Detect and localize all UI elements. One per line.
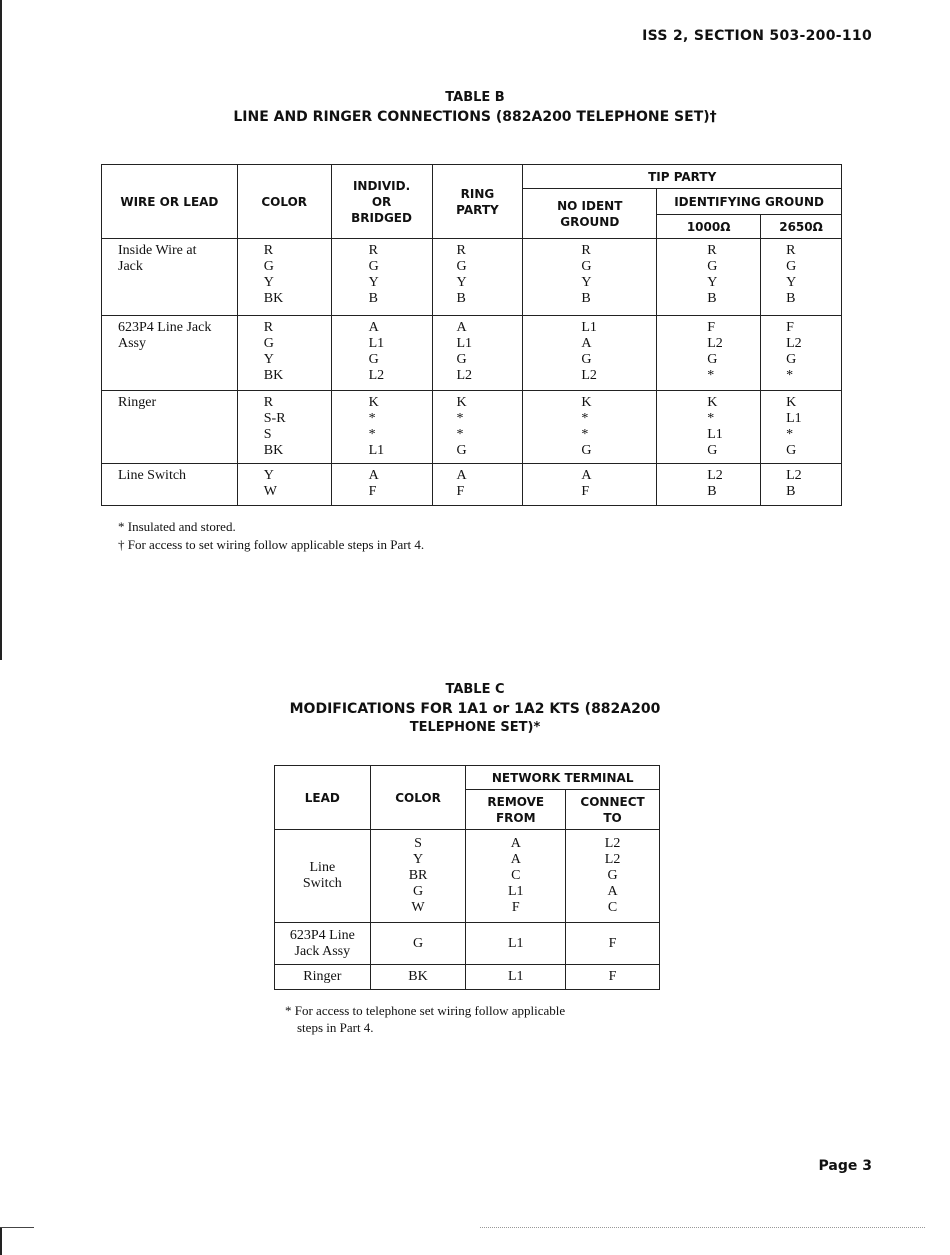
header-individ-l2: OR	[371, 194, 392, 209]
lead-cell-value: 623P4 Line	[289, 927, 355, 943]
no-ident-cell-value: B	[581, 291, 591, 306]
header-ring-party	[432, 165, 523, 239]
remove-from-cell-value: A	[510, 852, 521, 867]
color-cell-value: Y	[263, 468, 274, 483]
color-cell-value: R	[263, 395, 274, 410]
table-row	[102, 464, 842, 506]
no-ident-cell-value: G	[581, 259, 592, 274]
color-cell-value: S-R	[263, 411, 286, 426]
lead-cell-value: Switch	[302, 876, 342, 891]
individ-cell	[331, 391, 432, 464]
lead-cell	[275, 965, 371, 990]
no-ident-cell	[523, 316, 657, 391]
individ-cell	[331, 316, 432, 391]
lead-cell	[275, 830, 371, 923]
connect-to-cell-value: F	[608, 969, 617, 984]
table-b-title: TABLE B	[445, 90, 505, 105]
ohm-1000-cell-value: K	[707, 395, 718, 410]
table-b	[101, 164, 842, 506]
ring-party-cell-value: L1	[456, 336, 473, 351]
table-row	[102, 391, 842, 464]
header-1000-ohm: 1000Ω	[657, 215, 761, 239]
individ-cell-value: *	[368, 411, 376, 426]
no-ident-cell-value: *	[581, 427, 589, 442]
ohm-2650-cell-value: G	[786, 443, 797, 458]
header-noident-l2: GROUND	[560, 214, 620, 229]
no-ident-cell	[523, 239, 657, 316]
color-cell	[370, 830, 466, 923]
header-ring-l2: PARTY	[456, 202, 499, 217]
ohm-1000-cell	[657, 391, 761, 464]
ohm-1000-cell-value: F	[707, 320, 715, 335]
ohm-1000-cell-value: B	[707, 484, 717, 499]
ohm-2650-cell	[761, 464, 842, 506]
remove-from-cell-value: C	[511, 868, 521, 883]
no-ident-cell-value: Y	[581, 275, 592, 290]
ohm-1000-cell-value: G	[707, 352, 718, 367]
ohm-1000-cell-value: L1	[707, 427, 723, 442]
table-row	[275, 965, 660, 990]
header-no-ident-ground	[523, 189, 657, 239]
ohm-1000-cell-value: G	[707, 443, 718, 458]
individ-cell-value: A	[368, 468, 379, 483]
remove-from-cell	[466, 965, 566, 990]
color-cell-value: R	[263, 243, 274, 258]
connect-to-cell-value: L2	[604, 852, 621, 867]
ohm-2650-cell-value: L2	[786, 468, 802, 483]
no-ident-cell-value: A	[581, 336, 592, 351]
table-c-footnote-l2: steps in Part 4.	[297, 1020, 374, 1035]
color-cell-value: W	[411, 900, 425, 915]
individ-cell-value: G	[368, 259, 379, 274]
color-cell	[370, 923, 466, 965]
row-label-value: Inside Wire at	[118, 243, 197, 258]
header-remove-l1: REMOVE	[487, 794, 545, 809]
row-label-value: 623P4 Line Jack	[118, 320, 212, 335]
header-network-terminal: NETWORK TERMINAL	[466, 766, 660, 790]
header-remove-from	[466, 790, 566, 830]
individ-cell-value: B	[368, 291, 378, 306]
row-label-value: Ringer	[118, 395, 157, 410]
table-row	[102, 316, 842, 391]
remove-from-cell-value: F	[511, 900, 520, 915]
table-c-title: TABLE C	[445, 682, 505, 697]
color-cell-value: BR	[408, 868, 428, 883]
table-c-footnote	[285, 1002, 565, 1036]
scan-dotted-line	[480, 1227, 925, 1228]
no-ident-cell-value: A	[581, 468, 592, 483]
ring-party-cell-value: K	[456, 395, 467, 410]
color-cell-value: BK	[263, 443, 284, 458]
ring-party-cell-value: G	[456, 443, 467, 458]
table-b-footnote-2: † For access to set wiring follow applicable steps in Part 4.	[118, 537, 425, 552]
row-label	[102, 316, 238, 391]
scan-line	[0, 1227, 34, 1228]
header-wire-or-lead: WIRE OR LEAD	[102, 165, 238, 239]
connect-to-cell	[566, 923, 660, 965]
ohm-2650-cell-value: Y	[786, 275, 797, 290]
ohm-1000-cell	[657, 239, 761, 316]
ohm-2650-cell-value: F	[786, 320, 794, 335]
no-ident-cell	[523, 391, 657, 464]
row-label-value: Jack	[118, 259, 143, 274]
color-cell-value: G	[412, 935, 424, 951]
header-connect-l2: TO	[603, 810, 622, 825]
ring-party-cell-value: G	[456, 259, 467, 274]
ring-party-cell-value: G	[456, 352, 467, 367]
ohm-2650-cell-value: B	[786, 484, 796, 499]
ohm-2650-cell-value: K	[786, 395, 797, 410]
header-2650-ohm: 2650Ω	[761, 215, 842, 239]
remove-from-cell-value: L1	[507, 884, 524, 899]
no-ident-cell-value: G	[581, 443, 592, 458]
remove-from-cell	[466, 830, 566, 923]
header-color-c: COLOR	[370, 766, 466, 830]
lead-cell	[275, 923, 371, 965]
ring-party-cell-value: A	[456, 320, 467, 335]
header-lead: LEAD	[275, 766, 371, 830]
header-tip-party: TIP PARTY	[523, 165, 842, 189]
individ-cell-value: L1	[368, 443, 385, 458]
individ-cell-value: K	[368, 395, 379, 410]
ohm-2650-cell	[761, 316, 842, 391]
color-cell-value: R	[263, 320, 274, 335]
header-connect-l1: CONNECT	[580, 794, 645, 809]
ring-party-cell-value: F	[456, 484, 465, 499]
table-b-subtitle: LINE AND RINGER CONNECTIONS (882A200 TELEPHONE SET)†	[233, 109, 717, 125]
individ-cell	[331, 464, 432, 506]
table-c-subtitle-2: TELEPHONE SET)*	[409, 720, 541, 735]
table-row	[275, 923, 660, 965]
ohm-2650-cell-value: G	[786, 352, 797, 367]
remove-from-cell	[466, 923, 566, 965]
ring-party-cell-value: Y	[456, 275, 467, 290]
table-row	[275, 830, 660, 923]
lead-cell-value: Ringer	[303, 969, 342, 984]
no-ident-cell-value: L2	[581, 368, 597, 383]
header-noident-l1: NO IDENT	[557, 198, 623, 213]
no-ident-cell-value: *	[581, 411, 589, 426]
ohm-2650-cell-value: B	[786, 291, 796, 306]
row-label	[102, 239, 238, 316]
ring-party-cell-value: L2	[456, 368, 473, 383]
individ-cell-value: *	[368, 427, 376, 442]
connect-to-cell-value: G	[607, 868, 618, 883]
header-individ	[331, 165, 432, 239]
ring-party-cell-value: *	[456, 427, 464, 442]
table-c-subtitle-1: MODIFICATIONS FOR 1A1 or 1A2 KTS (882A200	[289, 701, 661, 717]
remove-from-cell-value: A	[510, 836, 521, 851]
individ-cell-value: L2	[368, 368, 385, 383]
ring-party-cell-value: A	[456, 468, 467, 483]
color-cell-value: W	[263, 484, 277, 499]
color-cell-value: G	[263, 336, 274, 351]
color-cell	[237, 391, 331, 464]
connect-to-cell-value: L2	[604, 836, 621, 851]
ohm-1000-cell-value: *	[707, 411, 715, 426]
ohm-1000-cell-value: L2	[707, 336, 723, 351]
color-cell-value: Y	[412, 852, 424, 867]
ring-party-cell-value: B	[456, 291, 466, 306]
table-c-footnote-l1: * For access to telephone set wiring follow applicable	[285, 1003, 566, 1018]
color-cell-value: G	[263, 259, 274, 274]
individ-cell-value: A	[368, 320, 379, 335]
connect-to-cell	[566, 830, 660, 923]
color-cell-value: Y	[263, 275, 274, 290]
ohm-2650-cell-value: R	[786, 243, 796, 258]
ohm-1000-cell	[657, 464, 761, 506]
color-cell-value: BK	[263, 291, 284, 306]
connect-to-cell-value: C	[607, 900, 618, 915]
no-ident-cell-value: R	[581, 243, 591, 258]
ohm-2650-cell-value: *	[786, 368, 794, 383]
color-cell	[237, 316, 331, 391]
ring-party-cell	[432, 391, 523, 464]
color-cell-value: BK	[408, 969, 428, 984]
row-label-value: Line Switch	[118, 468, 187, 483]
ring-party-cell	[432, 316, 523, 391]
no-ident-cell-value: K	[581, 395, 592, 410]
row-label	[102, 464, 238, 506]
color-cell-value: S	[414, 836, 422, 851]
ohm-1000-cell-value: B	[707, 291, 717, 306]
ohm-2650-cell	[761, 391, 842, 464]
ohm-2650-cell	[761, 239, 842, 316]
lead-cell-value: Line	[309, 860, 336, 875]
no-ident-cell-value: L1	[581, 320, 597, 335]
color-cell	[370, 965, 466, 990]
ohm-1000-cell-value: L2	[707, 468, 723, 483]
page-number: Page 3	[818, 1158, 872, 1174]
individ-cell-value: R	[368, 243, 378, 258]
individ-cell-value: L1	[368, 336, 385, 351]
remove-from-cell-value: L1	[507, 969, 524, 984]
table-b-footnote-1: * Insulated and stored.	[118, 519, 236, 534]
ohm-2650-cell-value: L2	[786, 336, 802, 351]
ohm-1000-cell-value: G	[707, 259, 718, 274]
ohm-1000-cell-value: Y	[707, 275, 718, 290]
ohm-2650-cell-value: G	[786, 259, 797, 274]
ring-party-cell	[432, 464, 523, 506]
section-header: ISS 2, SECTION 503-200-110	[642, 28, 872, 44]
header-individ-l3: BRIDGED	[351, 210, 412, 225]
header-color: COLOR	[237, 165, 331, 239]
header-connect-to	[566, 790, 660, 830]
no-ident-cell	[523, 464, 657, 506]
color-cell-value: S	[263, 427, 272, 442]
table-c	[274, 765, 660, 990]
connect-to-cell-value: F	[608, 935, 617, 951]
individ-cell-value: G	[368, 352, 379, 367]
ohm-1000-cell-value: *	[707, 368, 715, 383]
header-identifying-ground: IDENTIFYING GROUND	[657, 189, 842, 215]
remove-from-cell-value: L1	[507, 935, 524, 951]
color-cell	[237, 239, 331, 316]
ohm-2650-cell-value: *	[786, 427, 794, 442]
individ-cell-value: Y	[368, 275, 379, 290]
color-cell	[237, 464, 331, 506]
connect-to-cell-value: A	[607, 884, 618, 899]
ring-party-cell	[432, 239, 523, 316]
color-cell-value: G	[412, 884, 424, 899]
individ-cell-value: F	[368, 484, 377, 499]
connect-to-cell	[566, 965, 660, 990]
color-cell-value: BK	[263, 368, 284, 383]
ohm-2650-cell-value: L1	[786, 411, 802, 426]
lead-cell-value: Jack Assy	[294, 943, 351, 959]
no-ident-cell-value: G	[581, 352, 592, 367]
table-row	[102, 239, 842, 316]
no-ident-cell-value: F	[581, 484, 590, 499]
header-individ-l1: INDIVID.	[352, 178, 411, 193]
row-label	[102, 391, 238, 464]
ring-party-cell-value: *	[456, 411, 464, 426]
scan-edge-bottom	[0, 1228, 2, 1255]
ohm-1000-cell-value: R	[707, 243, 717, 258]
color-cell-value: Y	[263, 352, 274, 367]
row-label-value: Assy	[118, 336, 147, 351]
ohm-1000-cell	[657, 316, 761, 391]
individ-cell	[331, 239, 432, 316]
ring-party-cell-value: R	[456, 243, 466, 258]
header-remove-l2: FROM	[495, 810, 536, 825]
header-ring-l1: RING	[460, 186, 495, 201]
